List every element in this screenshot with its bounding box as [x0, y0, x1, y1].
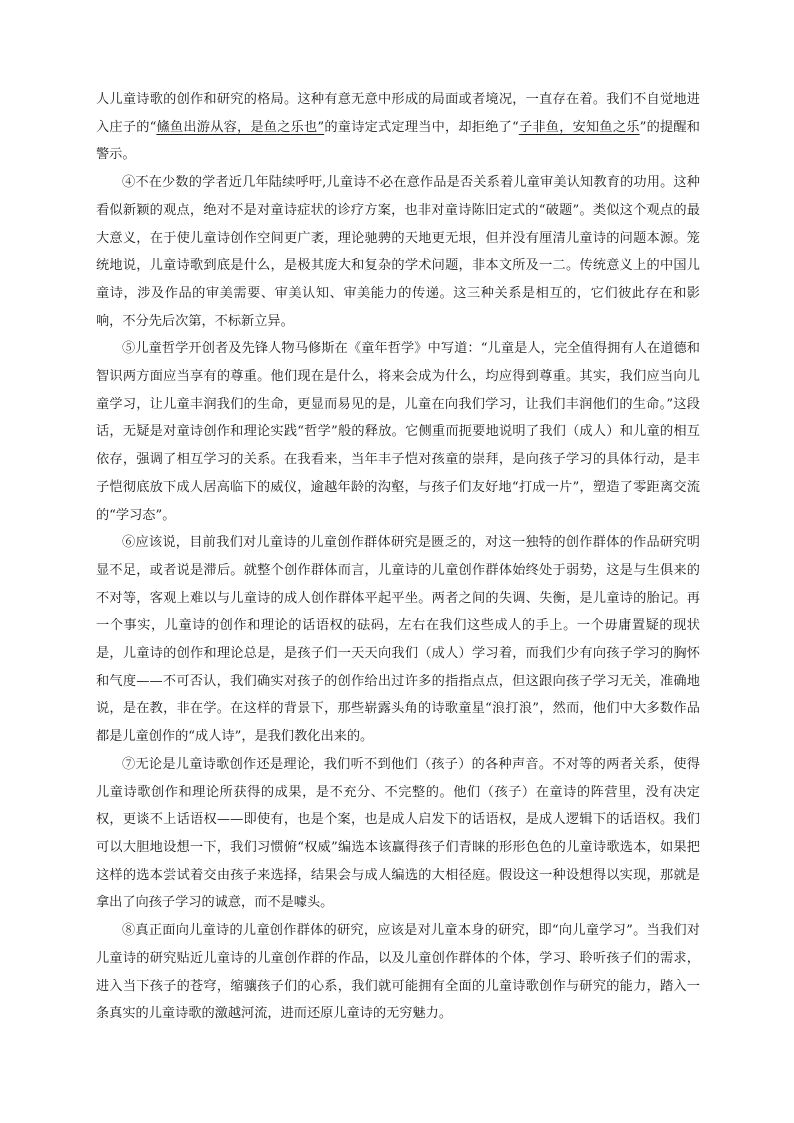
paragraph-6: [96, 529, 700, 751]
document-page: [96, 86, 700, 1028]
text-segment: ⑤儿童哲学开创者及先锋人物马修斯在《童年哲学》中写道：“儿童是人，完全值得拥有人在道德和智识两方面应当享有的尊重。他们现在是什么，将来会成为什么，均应得到尊重。其实，我们应当向儿童学习，让儿童丰润我们的生命，更显而易见的是，儿童在向我们学习，让我们丰润他们的生命。”这段话，无疑是对童诗创作和理论实践“哲学”般的释放。它侧重而扼要地说明了我们（成人）和儿童的相互依存，强调了相互学习的关系。在我看来，当年丰子恺对孩童的崇拜，是向孩子学习的具体行动，是丰子恺彻底放下成人居高临下的威仪，逾越年龄的沟壑，与孩子们友好地“打成一片”，塑造了零距离交流的“学习态”。: [96, 341, 700, 523]
text-segment: ⑥应该说，目前我们对儿童诗的儿童创作群体研究是匮乏的，对这一独特的创作群体的作品研究明显不足，或者说是滞后。就整个创作群体而言，儿童诗的儿童创作群体始终处于弱势，这是与生俱来的不对等，客观上难以与儿童诗的成人创作群体平起平坐。两者之间的失调、失衡，是儿童诗的胎记。再一个事实，儿童诗的创作和理论的话语权的砝码，左右在我们这些成人的手上。一个毋庸置疑的现状是，儿童诗的创作和理论总是，是孩子们一天天向我们（成人）学习着，而我们少有向孩子学习的胸怀和气度——不可否认，我们确实对孩子的创作给出过许多的指指点点，但这跟向孩子学习无关，准确地说，是在教，非在学。在这样的背景下，那些崭露头角的诗歌童星“浪打浪”，然而，他们中大多数作品都是儿童创作的“成人诗”，是我们教化出来的。: [96, 535, 700, 745]
text-segment: 的童诗定式定理当中，却拒绝了“: [324, 119, 519, 135]
paragraph-4: [96, 169, 700, 335]
underlined-quote: 鯈鱼出游从容，是鱼之乐也”: [156, 119, 325, 135]
paragraph-8: [96, 917, 700, 1028]
paragraph-7: [96, 751, 700, 917]
underlined-quote: 子非鱼，安知鱼之乐: [518, 119, 640, 135]
text-segment: ⑧真正面向儿童诗的儿童创作群体的研究，应该是对儿童本身的研究，即“向儿童学习”。当我们对儿童诗的研究贴近儿童诗的儿童创作群的作品，以及儿童创作群体的个体，学习、聆听孩子们的需求，进入当下孩子的苍穹，缩骧孩子们的心系，我们就可能拥有全面的儿童诗歌创作与研究的能力，踏入一条真实的儿童诗歌的激越河流，进而还原儿童诗的无穷魅力。: [96, 923, 700, 1022]
paragraph-intro: [96, 86, 700, 169]
text-segment: 人儿童诗歌的创作和研究的格局。这种有意无意中形成的局面或者境况，一直存在着。我们不自觉地进入庄子的“: [96, 92, 700, 135]
text-segment: ”的提醒和警示。: [96, 119, 700, 163]
text-segment: ⑦无论是儿童诗歌创作还是理论，我们听不到他们（孩子）的各种声音。不对等的两者关系，使得儿童诗歌创作和理论所获得的成果，是不充分、不完整的。他们（孩子）在童诗的阵营里，没有决定权，更谈不上话语权——即使有，也是个案，也是成人启发下的话语权，是成人逻辑下的话语权。我们可以大胆地设想一下，我们习惯俯“权威”编选本该赢得孩子们青睐的形形色色的儿童诗歌选本，如果把这样的选本尝试着交由孩子来选择，结果会与成人编选的大相径庭。假设这一种设想得以实现，那就是拿出了向孩子学习的诚意，而不是噱头。: [96, 756, 700, 911]
text-segment: ④不在少数的学者近几年陆续呼吁,儿童诗不必在意作品是否关系着儿童审美认知教育的功用。这种看似新颖的观点，绝对不是对童诗症状的诊疗方案，也非对童诗陈旧定式的“破题”。类似这个观点的最大意义，在于使儿童诗创作空间更广袤，理论驰骋的天地更无垠，但并没有厘清儿童诗的问题本源。笼统地说，儿童诗歌到底是什么，是极其庞大和复杂的学术问题，非本文所及一二。传统意义上的中国儿童诗，涉及作品的审美需要、审美认知、审美能力的传递。这三种关系是相互的，它们彼此存在和影响，不分先后次第，不标新立异。: [96, 175, 700, 329]
paragraph-5: [96, 335, 700, 529]
